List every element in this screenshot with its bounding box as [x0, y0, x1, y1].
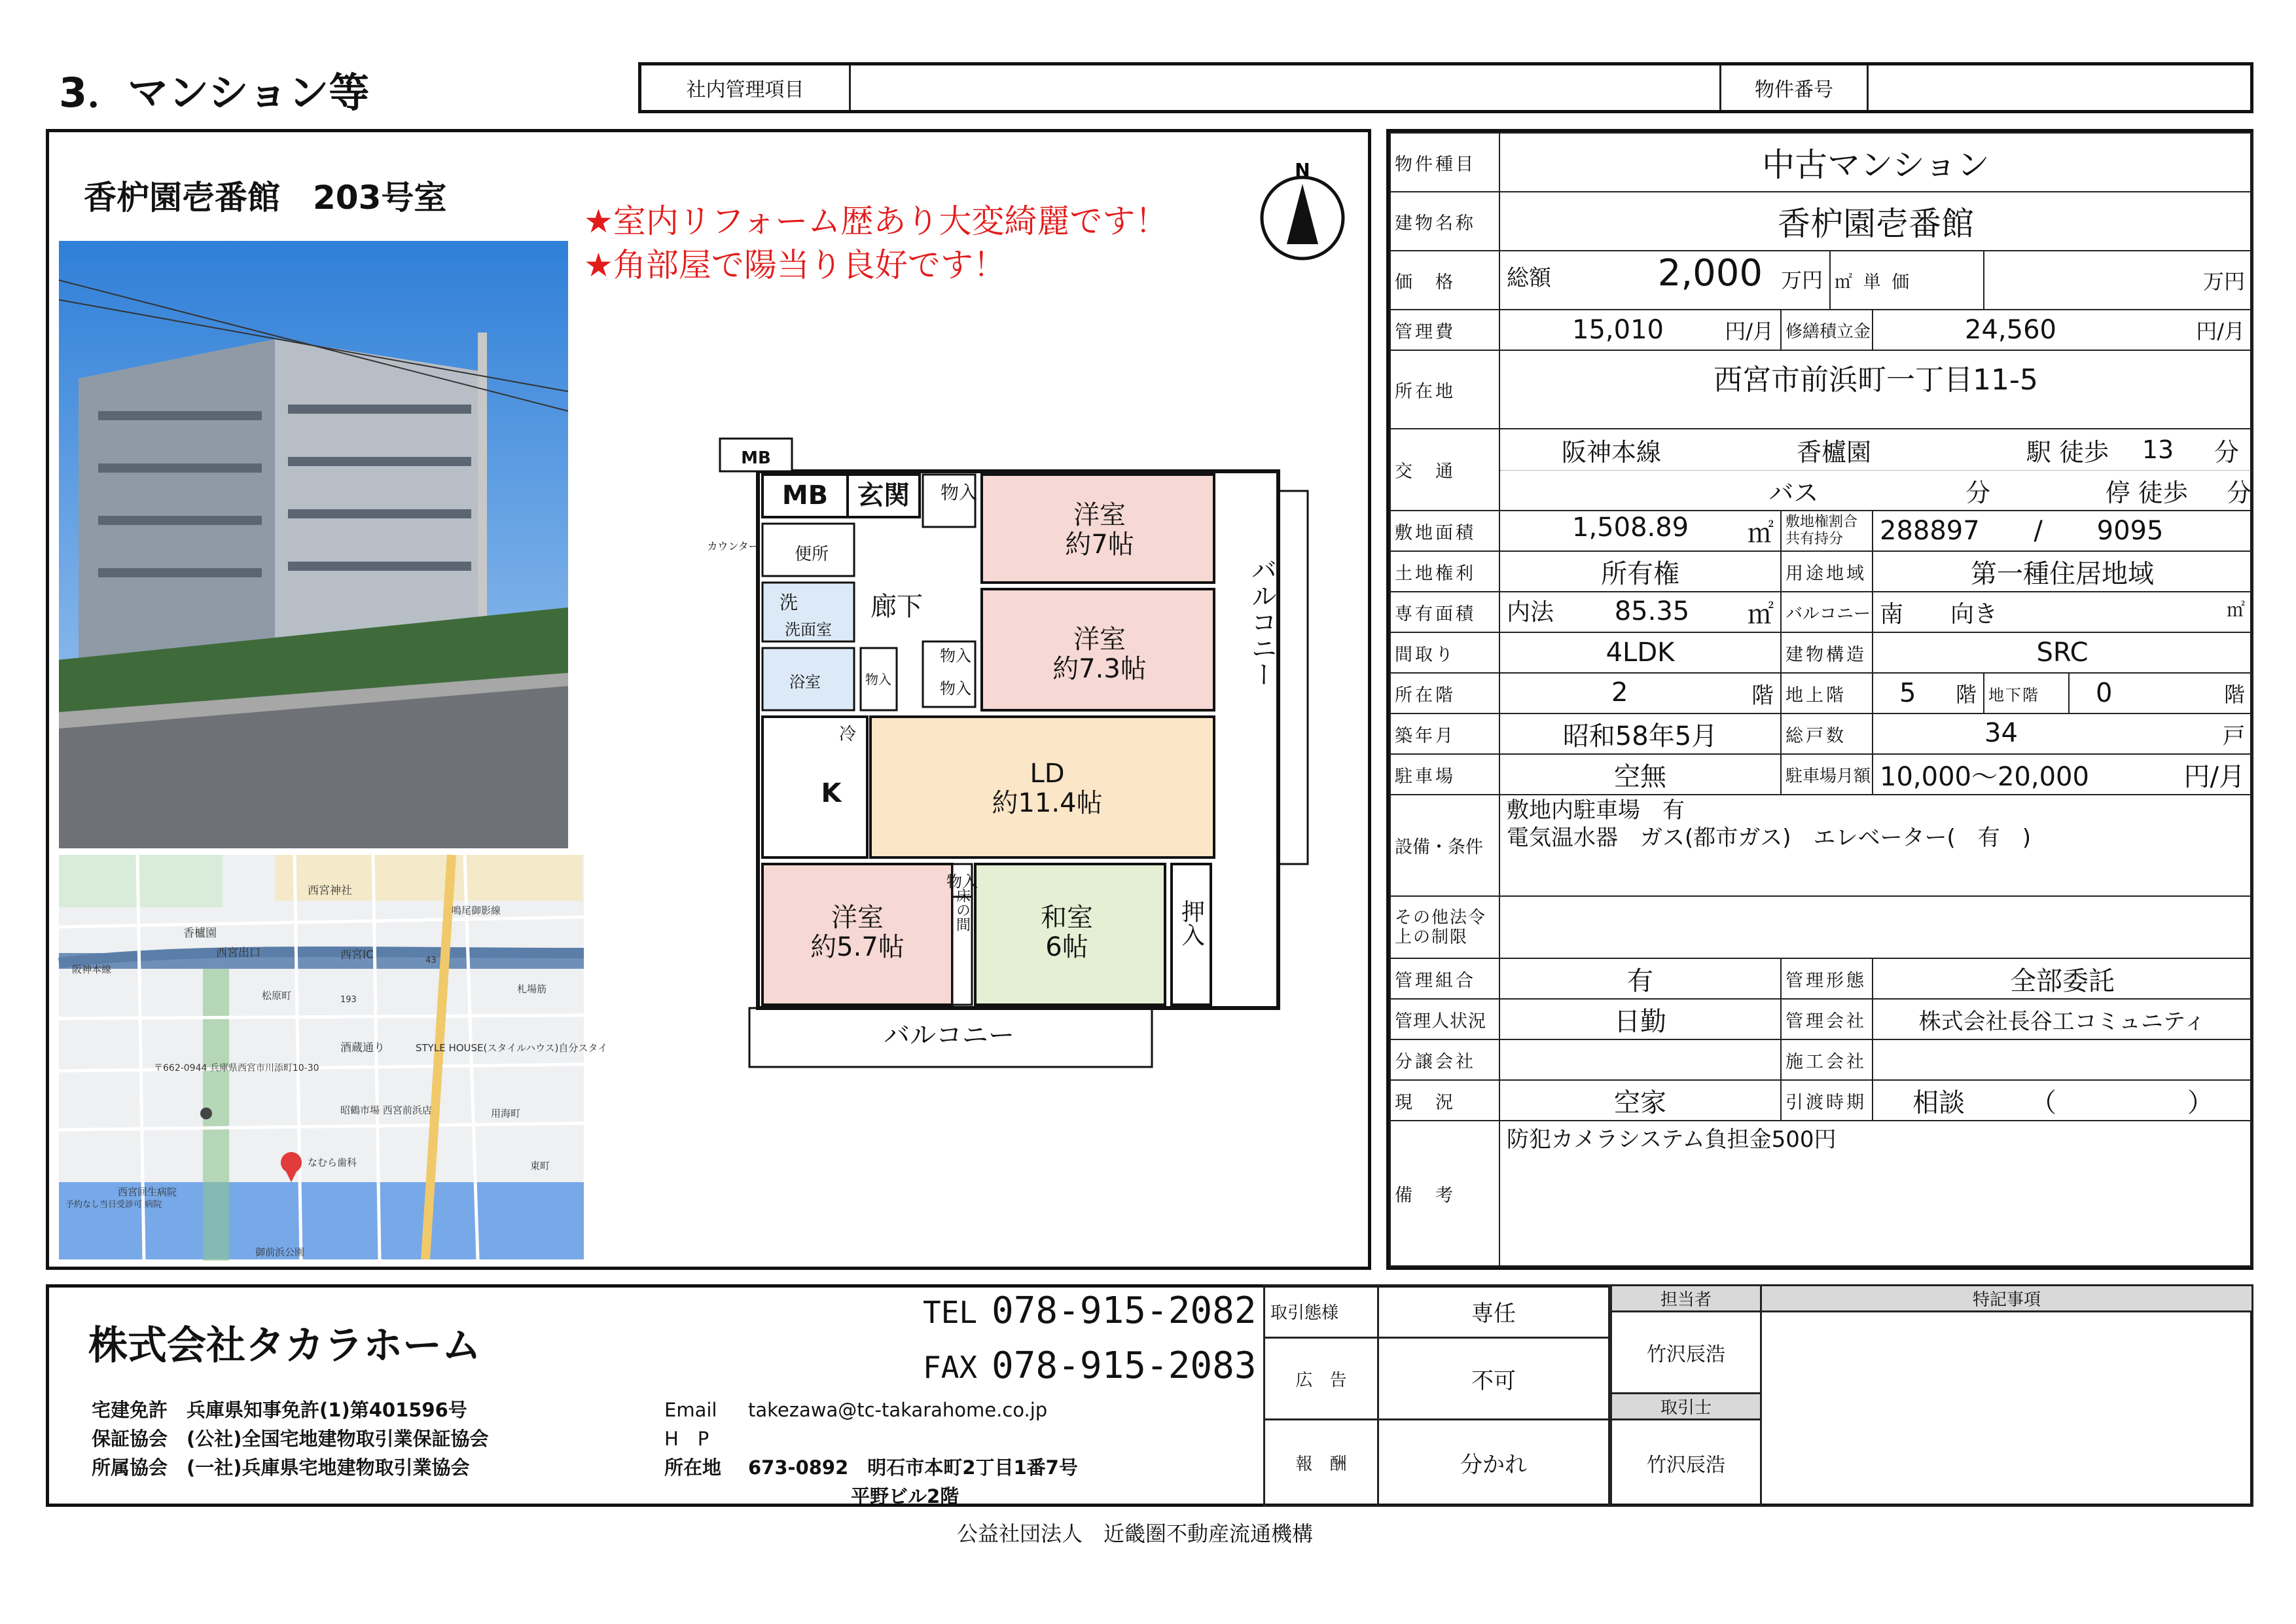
price-per-sqm-unit: 万円	[2202, 269, 2245, 294]
license-label: 宅建免許	[92, 1399, 168, 1421]
floor-area-prefix: 内法	[1507, 598, 1554, 626]
fp-entrance: 玄関	[857, 480, 910, 511]
name-label: 建物名称	[1390, 192, 1499, 251]
fp-hallway: 廊下	[870, 592, 923, 622]
fp-room1-size: 約7帖	[1065, 530, 1134, 560]
fp-closet-4: 物入	[940, 679, 971, 698]
fp-washroom: 洗面室	[785, 621, 832, 639]
units-label: 総戸数	[1781, 713, 1873, 754]
parking-label: 駐車場	[1390, 754, 1499, 795]
fp-balcony-east: バルコニー	[1247, 556, 1277, 687]
address-value: 西宮市前浜町一丁目11-5	[1499, 350, 2252, 429]
facility-line-2: 電気温水器 ガス(都市ガス) エレベーター( 有 )	[1507, 825, 2032, 851]
other-law	[1499, 896, 2252, 958]
section-title: 3．マンション等	[59, 69, 370, 117]
assoc: (一社)兵庫県宅地建物取引業協会	[187, 1456, 470, 1479]
map-label-ic: 西宮IC	[340, 948, 374, 962]
license: 兵庫県知事免許(1)第401596号	[187, 1399, 467, 1421]
property-no-value[interactable]	[1869, 65, 2250, 110]
land-area-label: 敷地面積	[1390, 511, 1499, 551]
land-right-label: 土地権利	[1390, 551, 1499, 592]
map-label-youkai: 用海町	[491, 1108, 521, 1119]
staff: 竹沢辰浩	[1611, 1312, 1761, 1394]
deal-table	[1263, 1284, 1610, 1507]
header-mgmt-bar	[638, 62, 2253, 113]
transport-cell	[1499, 429, 2252, 511]
balcony-cell	[1873, 592, 2252, 632]
transport-label: 交 通	[1390, 429, 1499, 511]
mgmt-fee-cell	[1499, 310, 1781, 350]
map-label-market: 昭鶴市場 西宮前浜店	[340, 1104, 432, 1116]
status-label: 現 況	[1390, 1080, 1499, 1121]
mgmt-label: 社内管理項目	[686, 79, 804, 101]
land-area-unit: ㎡	[1748, 518, 1774, 549]
map-label-naruo: 鳴尾御影線	[452, 905, 501, 916]
transport-line: 阪神本線	[1561, 437, 1661, 467]
notes-label: 備 考	[1390, 1121, 1499, 1266]
repair-fee: 24,560	[1965, 315, 2056, 345]
fp-ld: LD	[1030, 759, 1065, 789]
map-label-shrine: 西宮神社	[308, 884, 352, 897]
handover: 相談 （ ）	[1873, 1080, 2252, 1121]
fp-oshiire: 押入	[1177, 899, 1205, 947]
union: 有	[1499, 958, 1781, 999]
transport-bus: バス	[1768, 478, 1819, 507]
fp-washitsu: 和室	[1041, 903, 1093, 933]
fax-number: 078-915-2083	[992, 1344, 1257, 1387]
layout-label: 間取り	[1390, 632, 1499, 673]
fp-room3-size: 約5.7帖	[810, 932, 905, 962]
seller-label: 分譲会社	[1390, 1039, 1499, 1080]
above-cell	[1873, 673, 1984, 713]
fee: 分かれ	[1378, 1420, 1609, 1506]
compass-icon	[1257, 160, 1348, 265]
units-cell	[1873, 713, 2252, 754]
fp-room3: 洋室	[831, 903, 884, 933]
repair-unit: 円/月	[2196, 319, 2245, 344]
location-map	[59, 855, 608, 1259]
built: 昭和58年5月	[1499, 713, 1781, 754]
above: 5	[1899, 678, 1916, 708]
below-label: 地下階	[1984, 673, 2069, 713]
fp-closet-1: 物入	[940, 482, 978, 503]
facility-line-1: 敷地内駐車場 有	[1507, 797, 1685, 823]
fp-mb-top: MB	[741, 448, 771, 468]
map-label-hospital: 西宮回生病院	[118, 1186, 177, 1198]
guarantee: (公社)全国宅地建物取引業保証協会	[187, 1428, 489, 1450]
ad: 不可	[1378, 1338, 1609, 1420]
parking-fee-unit: 円/月	[2183, 761, 2245, 792]
land-area-cell	[1499, 511, 1781, 551]
addr-line2: 平野ビル2階	[851, 1485, 960, 1507]
repair-cell	[1873, 310, 2252, 350]
mgmt-fee-label: 管理費	[1390, 310, 1499, 350]
share-den: 9095	[2096, 516, 2164, 546]
union-label: 管理組合	[1390, 958, 1499, 999]
map-label-route193: 193	[340, 995, 357, 1005]
fp-room1: 洋室	[1073, 500, 1126, 530]
built-label: 築年月	[1390, 713, 1499, 754]
fp-closet-5: 物入	[946, 873, 978, 891]
hp-label: H P	[664, 1428, 709, 1450]
agent: 竹沢辰浩	[1611, 1420, 1761, 1506]
fp-ld-size: 約11.4帖	[992, 788, 1103, 818]
parking: 空無	[1499, 754, 1781, 795]
zoning: 第一種住居地域	[1873, 551, 2252, 592]
share-label: 敷地権割合 共有持分	[1781, 511, 1873, 551]
transport-stop-walk: 停 徒歩	[2105, 478, 2188, 507]
compass-n: N	[1295, 159, 1310, 181]
facility-label: 設備・条件	[1390, 795, 1499, 896]
fp-counter: カウンター	[707, 540, 759, 552]
fp-mb: MB	[781, 480, 829, 511]
price-unit: 万円	[1780, 268, 1823, 293]
floor-area-cell	[1499, 592, 1781, 632]
fp-balcony-south: バルコニー	[884, 1020, 1014, 1051]
builder-label: 施工会社	[1781, 1039, 1873, 1080]
ad-label: 広 告	[1265, 1338, 1378, 1420]
transport-station: 香櫨園	[1796, 437, 1871, 467]
highlight-2: ★角部屋で陽当り良好です！	[584, 246, 1006, 284]
floor-area: 85.35	[1614, 596, 1690, 626]
map-label-matsubara: 松原町	[262, 990, 292, 1001]
above-unit: 階	[1955, 682, 1977, 707]
fp-wash: 洗	[779, 592, 798, 613]
floor-area-unit: ㎡	[1748, 599, 1774, 630]
transport-walk-label: 駅 徒歩	[2026, 437, 2109, 467]
floor-plan	[707, 425, 1316, 1093]
map-label-sakagura: 酒蔵通り	[340, 1041, 385, 1055]
mgmt-label-cell	[641, 65, 851, 110]
agent-label: 取引士	[1611, 1394, 1761, 1420]
address-label: 所在地	[1390, 350, 1499, 429]
balcony-dir: 南 向き	[1880, 600, 1998, 628]
floor-cell	[1499, 673, 1781, 713]
special	[1761, 1312, 2253, 1506]
fee-label: 報 酬	[1265, 1420, 1378, 1506]
repair-label: 修繕積立金	[1781, 310, 1873, 350]
mgmt-co: 株式会社長谷工コミュニティ	[1873, 999, 2252, 1039]
addr-label: 所在地	[664, 1456, 722, 1479]
fp-tokonoma: 床の間	[954, 888, 971, 931]
price-per-sqm-cell	[1984, 251, 2252, 310]
notes: 防犯カメラシステム負担金500円	[1499, 1121, 2252, 1266]
fax-label: FAX	[923, 1350, 978, 1385]
transport-walk-min: 13	[2142, 435, 2174, 464]
map-label-station: 香櫨園	[183, 927, 217, 940]
units-unit: 戸	[2223, 723, 2245, 749]
email[interactable]: takezawa@tc-takarahome.co.jp	[748, 1399, 1048, 1421]
name-value: 香枦園壱番館	[1499, 192, 2252, 251]
share-slash: /	[2034, 516, 2043, 546]
balcony-label: バルコニー	[1781, 592, 1873, 632]
email-label: Email	[664, 1399, 717, 1421]
mgmt-form: 全部委託	[1873, 958, 2252, 999]
map-label-address: 〒662-0944 兵庫県西宮市川添町10-30	[154, 1063, 319, 1074]
guarantee-label: 保証協会	[92, 1428, 168, 1450]
fp-closet-2: 物入	[865, 672, 891, 687]
structure: SRC	[1873, 632, 2252, 673]
building-photo	[59, 241, 568, 848]
facility-cell	[1499, 795, 2252, 896]
fp-room2-size: 約7.3帖	[1052, 654, 1147, 684]
map-label-higashimachi: 東町	[530, 1160, 550, 1172]
below-cell	[2069, 673, 2252, 713]
company-name: 株式会社タカラホーム	[88, 1323, 481, 1369]
property-no-label-cell	[1721, 65, 1869, 110]
land-right: 所有権	[1499, 551, 1781, 592]
map-label-hanshin: 阪神本線	[72, 964, 112, 975]
parking-fee-cell	[1873, 754, 2252, 795]
below: 0	[2096, 678, 2113, 708]
units: 34	[1984, 717, 2018, 748]
builder	[1873, 1039, 2252, 1080]
addr: 673-0892 明石市本町2丁目1番7号	[748, 1456, 1078, 1479]
land-area: 1,508.89	[1572, 512, 1689, 543]
tel-label: TEL	[923, 1295, 978, 1330]
price-total-cell	[1499, 251, 1830, 310]
map-label-route43: 43	[425, 956, 437, 965]
mgmt-form-label: 管理形態	[1781, 958, 1873, 999]
type-value: 中古マンション	[1499, 133, 2252, 192]
price-per-sqm-label: ㎡ 単 価	[1830, 251, 1984, 310]
floor-unit: 階	[1751, 682, 1774, 709]
map-label-fudaba: 札場筋	[517, 983, 547, 995]
assoc-label: 所属協会	[92, 1456, 168, 1479]
license-block	[92, 1396, 489, 1482]
deal-label: 取引態様	[1265, 1286, 1378, 1338]
other-law-label: その他法令上の制限	[1390, 896, 1499, 958]
price-label: 価 格	[1390, 251, 1499, 310]
fp-fridge: 冷	[838, 725, 857, 744]
status: 空家	[1499, 1080, 1781, 1121]
map-label-exit: 西宮出口	[216, 947, 260, 960]
fp-closet-3: 物入	[940, 647, 971, 665]
tel-number[interactable]: 078-915-2082	[992, 1290, 1257, 1332]
property-heading: 香枦園壱番館 203号室	[84, 179, 447, 217]
transport-stop-min: 分	[2226, 478, 2251, 507]
layout: 4LDK	[1499, 632, 1781, 673]
mgmt-co-label: 管理会社	[1781, 999, 1873, 1039]
map-label-hospital-note: 予約なし当日受診可 病院	[65, 1200, 162, 1210]
map-label-style-house: STYLE HOUSE(スタイルハウス)自分スタイ	[416, 1042, 608, 1054]
staff-table	[1610, 1284, 2253, 1507]
fp-room2: 洋室	[1073, 624, 1126, 655]
manager: 日勤	[1499, 999, 1781, 1039]
share-cell	[1873, 511, 2252, 551]
mgmt-fee-unit: 円/月	[1725, 319, 1774, 344]
property-no-label: 物件番号	[1755, 79, 1833, 101]
special-label: 特記事項	[1761, 1286, 2253, 1312]
transport-bus-min: 分	[1965, 478, 1991, 507]
org-name: 公益社団法人 近畿圏不動産流通機構	[957, 1521, 1314, 1546]
fp-bath: 浴室	[789, 673, 821, 691]
parking-fee-label: 駐車場月額	[1781, 754, 1873, 795]
deal: 専任	[1378, 1286, 1609, 1338]
floor: 2	[1611, 677, 1628, 708]
type-label: 物件種目	[1390, 133, 1499, 192]
fp-toilet: 便所	[794, 545, 829, 564]
map-label-park: 御前浜公園	[255, 1246, 305, 1258]
parking-fee: 10,000～20,000	[1880, 761, 2089, 792]
fp-washitsu-size: 6帖	[1045, 932, 1088, 962]
mgmt-fee: 15,010	[1572, 315, 1664, 345]
fp-kitchen: K	[821, 778, 842, 808]
balcony-unit: ㎡	[2226, 598, 2245, 621]
floor-area-label: 専有面積	[1390, 592, 1499, 632]
below-unit: 階	[2223, 682, 2245, 707]
transport-min-unit: 分	[2214, 437, 2239, 467]
map-label-dental: なむら歯科	[308, 1157, 357, 1168]
zoning-label: 用途地域	[1781, 551, 1873, 592]
handover-label: 引渡時期	[1781, 1080, 1873, 1121]
spec-table	[1386, 129, 2253, 1270]
mgmt-value[interactable]	[851, 65, 1721, 110]
price-total: 2,000	[1657, 252, 1763, 295]
floor-label: 所在階	[1390, 673, 1499, 713]
highlight-1: ★室内リフォーム歴あり大変綺麗です！	[584, 202, 1168, 240]
staff-label: 担当者	[1611, 1286, 1761, 1312]
structure-label: 建物構造	[1781, 632, 1873, 673]
share-num: 288897	[1880, 516, 1980, 546]
above-label: 地上階	[1781, 673, 1873, 713]
manager-label: 管理人状況	[1390, 999, 1499, 1039]
contact-block	[664, 1396, 1078, 1511]
seller	[1499, 1039, 1781, 1080]
price-total-label: 総額	[1507, 265, 1551, 291]
